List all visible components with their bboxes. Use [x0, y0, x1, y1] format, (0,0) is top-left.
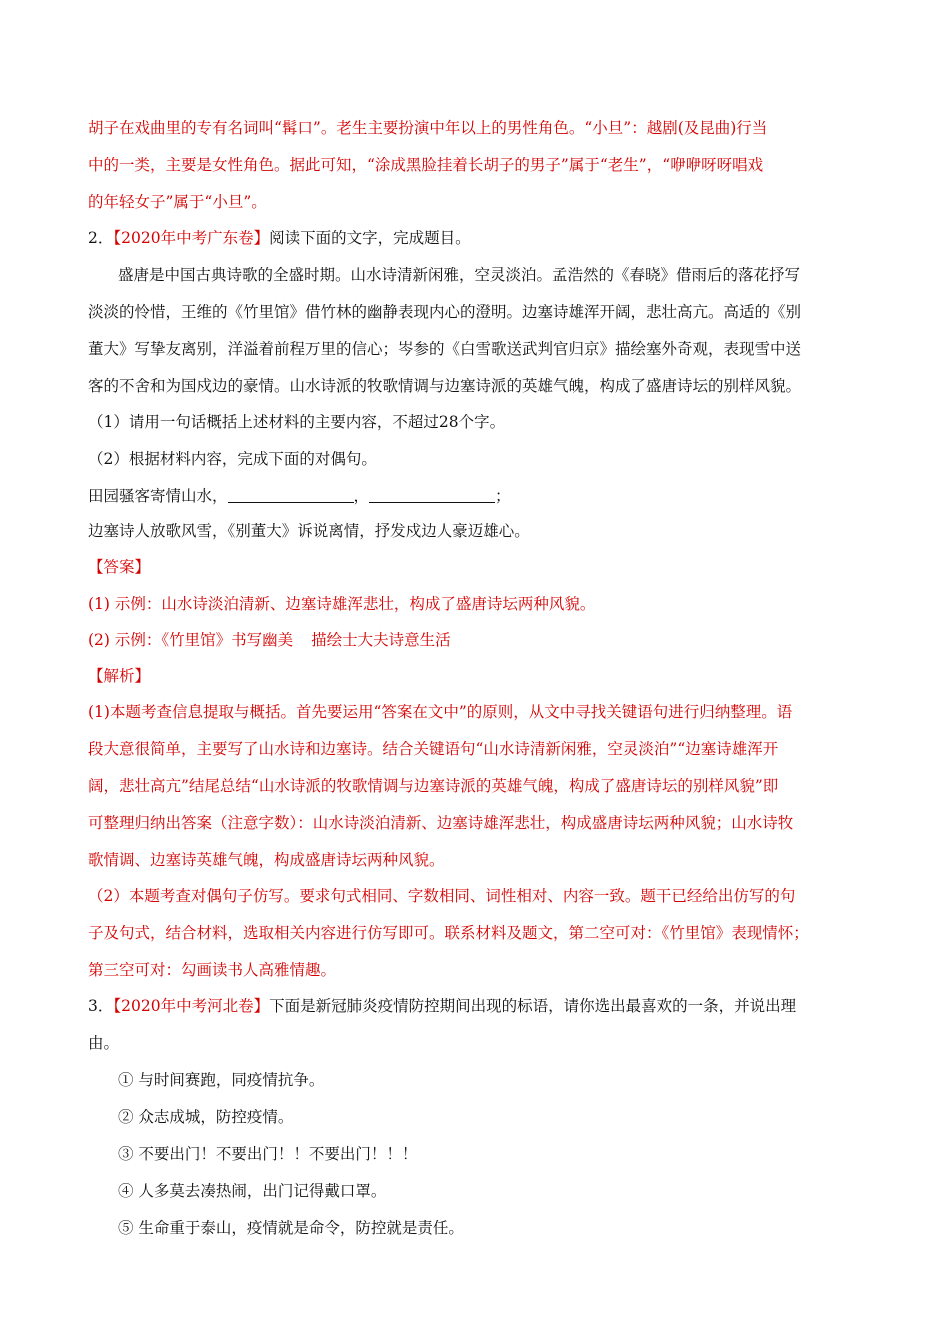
slogan-option: ⑤ 生命重于泰山，疫情就是命令，防控就是责任。 [118, 1219, 464, 1237]
analysis-heading: 【解析】 [88, 667, 151, 685]
source-tag: 【2020年中考广东卷】 [113, 229, 270, 247]
question-prompt: 阅读下面的文字，完成题目。 [269, 229, 471, 247]
material-line: 董大》写挚友离别，洋溢着前程万里的信心；岑参的《白雪歌送武判官归京》描绘塞外奇观，表现雪中送 [88, 340, 802, 358]
explanation-line: 胡子在戏曲里的专有名词叫“髯口”。老生主要扮演中年以上的男性角色。“小旦”：越剧(及昆曲)行当 [88, 119, 768, 137]
analysis-line: 子及句式，结合材料，选取相关内容进行仿写即可。联系材料及题文，第二空可对：《竹里馆》表现情怀； [88, 924, 809, 942]
material-line: 客的不舍和为国戍边的豪情。山水诗派的牧歌情调与边塞诗派的英雄气魄，构成了盛唐诗坛的别样风貌。 [88, 377, 802, 395]
couplet-line-2: 边塞诗人放歌风雪，《别董大》诉说离情，抒发戍边人豪迈雄心。 [88, 522, 530, 540]
question-3-heading [88, 999, 868, 1015]
answer-line: (1) 示例：山水诗淡泊清新、边塞诗雄浑悲壮，构成了盛唐诗坛两种风貌。 [88, 595, 596, 613]
material-line: 盛唐是中国古典诗歌的全盛时期。山水诗清新闲雅，空灵淡泊。孟浩然的《春晓》借雨后的落花抒写 [118, 266, 801, 284]
answer-blank[interactable] [369, 488, 495, 503]
analysis-line: (1)本题考查信息提取与概括。首先要运用“答案在文中”的原则，从文中寻找关键语句进行归纳整理。语 [88, 703, 793, 721]
question-number: 3． [88, 997, 114, 1015]
material-line: 淡淡的怜惜，王维的《竹里馆》借竹林的幽静表现内心的澄明。边塞诗雄浑开阔，悲壮高亢。高适的《别 [88, 303, 802, 321]
question-prompt: 下面是新冠肺炎疫情防控期间出现的标语，请你选出最喜欢的一条，并说出理 [269, 997, 797, 1015]
slogan-option: ③ 不要出门！不要出门！！不要出门！！！ [118, 1145, 418, 1163]
analysis-line: 歌情调、边塞诗英雄气魄，构成盛唐诗坛两种风貌。 [88, 851, 445, 869]
answer-line: (2) 示例：《竹里馆》书写幽美 描绘士大夫诗意生活 [88, 631, 451, 649]
slogan-option: ④ 人多莫去凑热闹，出门记得戴口罩。 [118, 1182, 387, 1200]
couplet-line-1: 田园骚客寄情山水， ， ； [88, 487, 511, 505]
explanation-line: 中的一类，主要是女性角色。据此可知，“涂成黑脸挂着长胡子的男子”属于“老生”，“咿咿呀呀唱戏 [88, 156, 764, 174]
slogan-option: ② 众志成城，防控疫情。 [118, 1108, 294, 1126]
analysis-line: 段大意很简单，主要写了山水诗和边塞诗。结合关键语句“山水诗清新闲雅，空灵淡泊”“边塞诗雄浑开 [88, 740, 779, 758]
analysis-line: 可整理归纳出答案（注意字数）：山水诗淡泊清新、边塞诗雄浑悲壮，构成盛唐诗坛两种风貌；山水诗牧 [88, 814, 794, 832]
slogan-option: ① 与时间赛跑，同疫情抗争。 [118, 1071, 325, 1089]
explanation-line: 的年轻女子”属于“小旦”。 [88, 193, 267, 211]
question-prompt-cont: 由。 [88, 1034, 120, 1052]
analysis-line: 阔，悲壮高亢”结尾总结“山水诗派的牧歌情调与边塞诗派的英雄气魄，构成了盛唐诗坛的别样风貌”即 [88, 777, 779, 795]
sub-question-1: （1）请用一句话概括上述材料的主要内容，不超过28个字。 [88, 413, 506, 431]
source-tag: 【2020年中考河北卷】 [113, 997, 270, 1015]
sub-question-2: （2）根据材料内容，完成下面的对偶句。 [88, 450, 377, 468]
analysis-line: （2）本题考查对偶句子仿写。要求句式相同、字数相同、词性相对、内容一致。题干已经给出仿写的句 [88, 887, 796, 905]
analysis-line: 第三空可对：勾画读书人高雅情趣。 [88, 961, 337, 979]
question-number: 2． [88, 229, 114, 247]
question-2-heading [88, 231, 868, 247]
answer-heading: 【答案】 [88, 558, 151, 576]
answer-blank[interactable] [228, 488, 354, 503]
